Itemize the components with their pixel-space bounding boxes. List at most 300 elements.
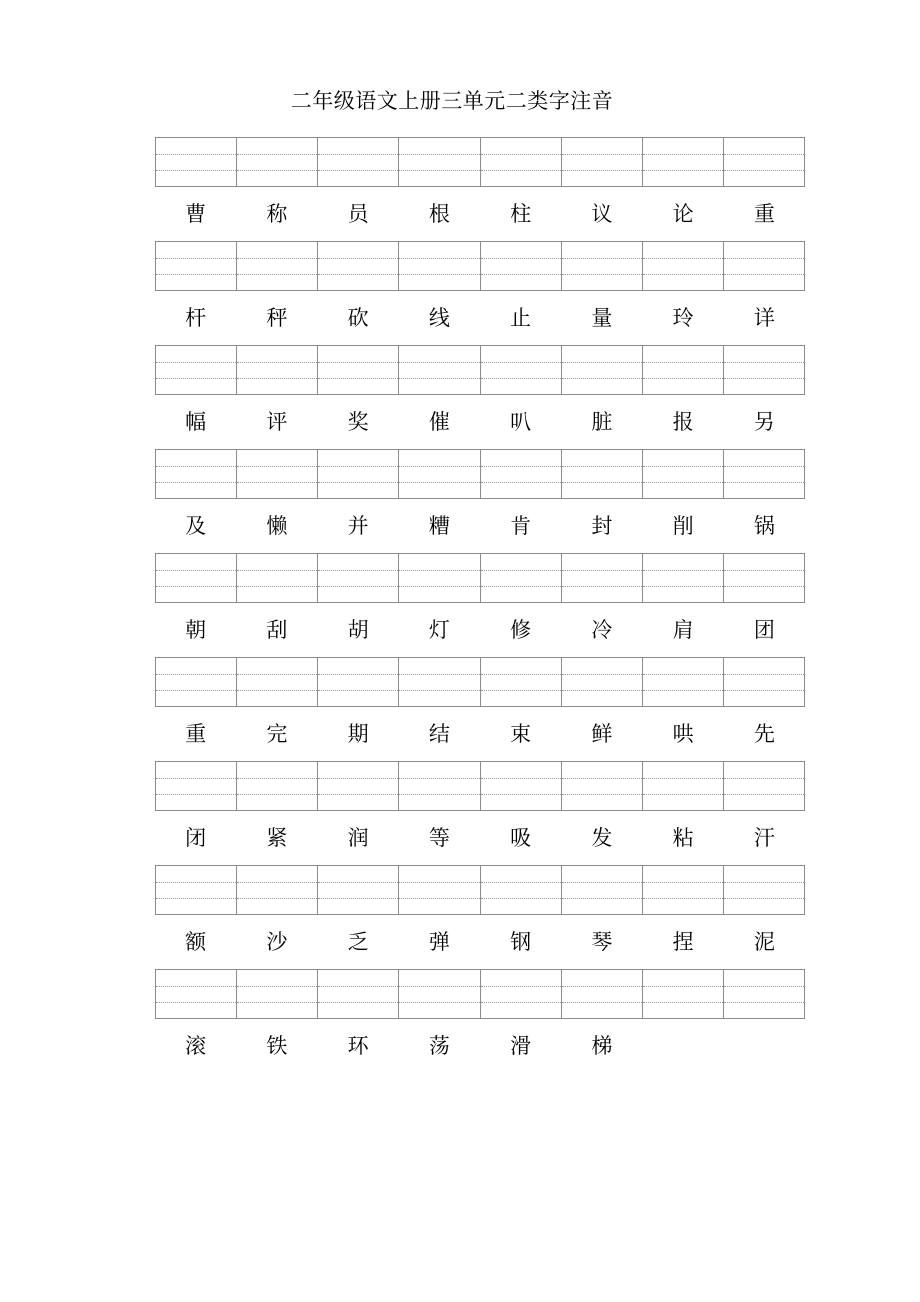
pinyin-guide-line xyxy=(724,794,804,795)
hanzi-char: 并 xyxy=(347,514,369,538)
pinyin-writing-cell[interactable] xyxy=(318,138,399,186)
pinyin-guide-line xyxy=(643,882,723,883)
hanzi-char: 量 xyxy=(591,306,613,330)
char-row xyxy=(155,811,805,865)
pinyin-writing-cell[interactable] xyxy=(318,242,399,290)
pinyin-guide-line xyxy=(643,466,723,467)
pinyin-writing-cell[interactable] xyxy=(481,450,562,498)
pinyin-writing-cell[interactable] xyxy=(724,866,804,914)
hanzi-char: 议 xyxy=(591,202,613,226)
hanzi-char: 泥 xyxy=(753,930,775,954)
pinyin-guide-line xyxy=(399,690,479,691)
hanzi-char: 朝 xyxy=(185,618,207,642)
hanzi-char: 论 xyxy=(672,202,694,226)
pinyin-guide-line xyxy=(643,482,723,483)
pinyin-guide-line xyxy=(399,778,479,779)
char-row xyxy=(155,291,805,345)
pinyin-guide-line xyxy=(399,170,479,171)
pinyin-writing-cell[interactable] xyxy=(724,242,804,290)
pinyin-guide-line xyxy=(562,586,642,587)
pinyin-writing-cell[interactable] xyxy=(562,970,643,1018)
pinyin-guide-line xyxy=(724,482,804,483)
pinyin-guide-line xyxy=(399,362,479,363)
pinyin-guide-line xyxy=(156,466,236,467)
pinyin-guide-line xyxy=(562,690,642,691)
pinyin-writing-cell[interactable] xyxy=(562,346,643,394)
pinyin-grid xyxy=(155,449,805,499)
pinyin-guide-line xyxy=(481,794,561,795)
pinyin-guide-line xyxy=(156,482,236,483)
pinyin-writing-cell[interactable] xyxy=(318,450,399,498)
pinyin-grid xyxy=(155,137,805,187)
char-block xyxy=(155,761,805,865)
pinyin-guide-line xyxy=(237,170,317,171)
pinyin-guide-line xyxy=(481,154,561,155)
pinyin-guide-line xyxy=(562,794,642,795)
hanzi-char: 团 xyxy=(753,618,775,642)
hanzi-char: 冷 xyxy=(591,618,613,642)
pinyin-guide-line xyxy=(481,986,561,987)
hanzi-char: 吸 xyxy=(510,826,532,850)
pinyin-writing-cell[interactable] xyxy=(481,866,562,914)
pinyin-guide-line xyxy=(481,170,561,171)
pinyin-writing-cell[interactable] xyxy=(724,970,804,1018)
pinyin-guide-line xyxy=(237,570,317,571)
pinyin-guide-line xyxy=(399,882,479,883)
pinyin-writing-cell[interactable] xyxy=(399,450,480,498)
pinyin-writing-cell[interactable] xyxy=(237,554,318,602)
hanzi-char: 鲜 xyxy=(591,722,613,746)
pinyin-guide-line xyxy=(318,586,398,587)
pinyin-guide-line xyxy=(562,482,642,483)
hanzi-char: 荡 xyxy=(428,1034,450,1058)
hanzi-char: 员 xyxy=(347,202,369,226)
pinyin-guide-line xyxy=(237,778,317,779)
pinyin-guide-line xyxy=(724,466,804,467)
pinyin-guide-line xyxy=(724,362,804,363)
pinyin-guide-line xyxy=(318,690,398,691)
pinyin-guide-line xyxy=(562,466,642,467)
pinyin-writing-cell[interactable] xyxy=(562,450,643,498)
pinyin-guide-line xyxy=(156,362,236,363)
pinyin-guide-line xyxy=(237,466,317,467)
hanzi-char: 线 xyxy=(428,306,450,330)
hanzi-char: 润 xyxy=(347,826,369,850)
hanzi-char: 胡 xyxy=(347,618,369,642)
hanzi-char: 肩 xyxy=(672,618,694,642)
hanzi-char: 评 xyxy=(266,410,288,434)
hanzi-char: 闭 xyxy=(185,826,207,850)
pinyin-guide-line xyxy=(156,154,236,155)
pinyin-guide-line xyxy=(481,570,561,571)
hanzi-char: 根 xyxy=(428,202,450,226)
pinyin-guide-line xyxy=(643,274,723,275)
hanzi-char: 发 xyxy=(591,826,613,850)
pinyin-guide-line xyxy=(318,898,398,899)
pinyin-writing-cell[interactable] xyxy=(643,658,724,706)
hanzi-char: 报 xyxy=(672,410,694,434)
pinyin-guide-line xyxy=(237,882,317,883)
pinyin-guide-line xyxy=(318,170,398,171)
pinyin-writing-cell[interactable] xyxy=(399,346,480,394)
pinyin-guide-line xyxy=(724,674,804,675)
pinyin-writing-cell[interactable] xyxy=(156,138,237,186)
pinyin-guide-line xyxy=(562,674,642,675)
hanzi-char: 先 xyxy=(753,722,775,746)
pinyin-writing-cell[interactable] xyxy=(156,970,237,1018)
pinyin-guide-line xyxy=(643,154,723,155)
pinyin-guide-line xyxy=(724,986,804,987)
pinyin-guide-line xyxy=(643,378,723,379)
hanzi-char: 乏 xyxy=(347,930,369,954)
char-block xyxy=(155,345,805,449)
pinyin-guide-line xyxy=(237,674,317,675)
pinyin-writing-cell[interactable] xyxy=(156,866,237,914)
pinyin-writing-cell[interactable] xyxy=(399,658,480,706)
hanzi-char: 哄 xyxy=(672,722,694,746)
pinyin-guide-line xyxy=(399,482,479,483)
pinyin-writing-cell[interactable] xyxy=(399,762,480,810)
pinyin-guide-line xyxy=(156,898,236,899)
char-row xyxy=(155,603,805,657)
pinyin-guide-line xyxy=(237,1002,317,1003)
pinyin-guide-line xyxy=(156,1002,236,1003)
pinyin-guide-line xyxy=(318,482,398,483)
pinyin-guide-line xyxy=(643,258,723,259)
hanzi-char: 锅 xyxy=(753,514,775,538)
pinyin-guide-line xyxy=(562,986,642,987)
pinyin-guide-line xyxy=(318,378,398,379)
pinyin-guide-line xyxy=(643,674,723,675)
hanzi-char: 结 xyxy=(428,722,450,746)
pinyin-guide-line xyxy=(724,258,804,259)
pinyin-writing-cell[interactable] xyxy=(156,242,237,290)
pinyin-guide-line xyxy=(562,778,642,779)
pinyin-writing-cell[interactable] xyxy=(237,138,318,186)
pinyin-writing-cell[interactable] xyxy=(399,970,480,1018)
char-row xyxy=(155,707,805,761)
pinyin-guide-line xyxy=(318,154,398,155)
hanzi-char: 汗 xyxy=(753,826,775,850)
pinyin-grid xyxy=(155,657,805,707)
pinyin-grid xyxy=(155,553,805,603)
pinyin-guide-line xyxy=(156,882,236,883)
pinyin-writing-cell[interactable] xyxy=(318,346,399,394)
pinyin-guide-line xyxy=(562,898,642,899)
hanzi-char: 滑 xyxy=(510,1034,532,1058)
pinyin-guide-line xyxy=(481,586,561,587)
pinyin-writing-cell[interactable] xyxy=(643,138,724,186)
hanzi-char: 削 xyxy=(672,514,694,538)
hanzi-char: 重 xyxy=(753,202,775,226)
hanzi-char: 灯 xyxy=(428,618,450,642)
pinyin-guide-line xyxy=(156,986,236,987)
pinyin-guide-line xyxy=(318,466,398,467)
hanzi-char: 铁 xyxy=(266,1034,288,1058)
pinyin-guide-line xyxy=(318,794,398,795)
pinyin-writing-cell[interactable] xyxy=(318,554,399,602)
pinyin-writing-cell[interactable] xyxy=(237,658,318,706)
pinyin-guide-line xyxy=(156,570,236,571)
pinyin-guide-line xyxy=(481,882,561,883)
pinyin-guide-line xyxy=(724,274,804,275)
pinyin-writing-cell[interactable] xyxy=(562,138,643,186)
char-row xyxy=(155,187,805,241)
pinyin-writing-cell[interactable] xyxy=(481,346,562,394)
pinyin-guide-line xyxy=(318,986,398,987)
pinyin-guide-line xyxy=(399,466,479,467)
pinyin-writing-cell[interactable] xyxy=(156,346,237,394)
hanzi-char: 捏 xyxy=(672,930,694,954)
pinyin-writing-cell[interactable] xyxy=(724,554,804,602)
pinyin-guide-line xyxy=(724,570,804,571)
pinyin-guide-line xyxy=(318,258,398,259)
pinyin-writing-cell[interactable] xyxy=(237,242,318,290)
pinyin-grid xyxy=(155,241,805,291)
pinyin-writing-cell[interactable] xyxy=(156,450,237,498)
pinyin-writing-cell[interactable] xyxy=(643,970,724,1018)
pinyin-writing-cell[interactable] xyxy=(724,346,804,394)
pinyin-guide-line xyxy=(318,882,398,883)
hanzi-char: 紧 xyxy=(266,826,288,850)
pinyin-guide-line xyxy=(643,586,723,587)
pinyin-grid xyxy=(155,761,805,811)
char-block xyxy=(155,137,805,241)
pinyin-guide-line xyxy=(562,1002,642,1003)
pinyin-writing-cell[interactable] xyxy=(481,970,562,1018)
pinyin-guide-line xyxy=(399,258,479,259)
hanzi-char: 修 xyxy=(510,618,532,642)
pinyin-guide-line xyxy=(399,674,479,675)
pinyin-writing-cell[interactable] xyxy=(156,762,237,810)
hanzi-char: 封 xyxy=(591,514,613,538)
pinyin-writing-cell[interactable] xyxy=(318,658,399,706)
pinyin-guide-line xyxy=(237,274,317,275)
pinyin-writing-cell[interactable] xyxy=(481,138,562,186)
pinyin-guide-line xyxy=(237,898,317,899)
pinyin-guide-line xyxy=(156,258,236,259)
pinyin-guide-line xyxy=(237,794,317,795)
pinyin-guide-line xyxy=(156,274,236,275)
hanzi-char: 催 xyxy=(428,410,450,434)
hanzi-char: 沙 xyxy=(266,930,288,954)
hanzi-char: 重 xyxy=(185,722,207,746)
pinyin-guide-line xyxy=(562,882,642,883)
pinyin-writing-cell[interactable] xyxy=(481,658,562,706)
pinyin-guide-line xyxy=(318,674,398,675)
pinyin-guide-line xyxy=(399,570,479,571)
pinyin-writing-cell[interactable] xyxy=(237,866,318,914)
page-title: 二年级语文上册三单元二类字注音 xyxy=(290,89,614,113)
pinyin-guide-line xyxy=(399,794,479,795)
pinyin-writing-cell[interactable] xyxy=(643,450,724,498)
pinyin-guide-line xyxy=(481,378,561,379)
hanzi-char: 砍 xyxy=(347,306,369,330)
pinyin-writing-cell[interactable] xyxy=(399,242,480,290)
pinyin-writing-cell[interactable] xyxy=(237,346,318,394)
pinyin-guide-line xyxy=(724,882,804,883)
pinyin-writing-cell[interactable] xyxy=(643,762,724,810)
pinyin-guide-line xyxy=(237,258,317,259)
hanzi-char: 额 xyxy=(185,930,207,954)
pinyin-writing-cell[interactable] xyxy=(724,450,804,498)
pinyin-writing-cell[interactable] xyxy=(318,762,399,810)
pinyin-writing-cell[interactable] xyxy=(318,866,399,914)
pinyin-guide-line xyxy=(643,690,723,691)
hanzi-char: 钢 xyxy=(510,930,532,954)
pinyin-writing-cell[interactable] xyxy=(562,762,643,810)
hanzi-char: 详 xyxy=(753,306,775,330)
pinyin-writing-cell[interactable] xyxy=(562,866,643,914)
pinyin-writing-cell[interactable] xyxy=(724,658,804,706)
hanzi-char: 称 xyxy=(266,202,288,226)
pinyin-guide-line xyxy=(643,898,723,899)
pinyin-guide-line xyxy=(156,170,236,171)
char-block xyxy=(155,553,805,657)
pinyin-guide-line xyxy=(318,274,398,275)
hanzi-char: 脏 xyxy=(591,410,613,434)
pinyin-writing-cell[interactable] xyxy=(156,554,237,602)
pinyin-guide-line xyxy=(399,154,479,155)
pinyin-guide-line xyxy=(481,1002,561,1003)
pinyin-guide-line xyxy=(156,778,236,779)
pinyin-writing-cell[interactable] xyxy=(399,138,480,186)
hanzi-char: 完 xyxy=(266,722,288,746)
pinyin-guide-line xyxy=(481,674,561,675)
hanzi-char: 肯 xyxy=(510,514,532,538)
hanzi-char: 曹 xyxy=(185,202,207,226)
pinyin-guide-line xyxy=(724,378,804,379)
pinyin-guide-line xyxy=(399,586,479,587)
pinyin-guide-line xyxy=(643,1002,723,1003)
pinyin-writing-cell[interactable] xyxy=(237,762,318,810)
pinyin-grid xyxy=(155,969,805,1019)
pinyin-writing-cell[interactable] xyxy=(481,762,562,810)
pinyin-guide-line xyxy=(481,466,561,467)
pinyin-guide-line xyxy=(481,482,561,483)
pinyin-writing-cell[interactable] xyxy=(237,450,318,498)
pinyin-guide-line xyxy=(156,674,236,675)
hanzi-char: 糟 xyxy=(428,514,450,538)
pinyin-guide-line xyxy=(399,1002,479,1003)
pinyin-guide-line xyxy=(562,378,642,379)
pinyin-writing-cell[interactable] xyxy=(562,554,643,602)
hanzi-char: 梯 xyxy=(591,1034,613,1058)
pinyin-guide-line xyxy=(724,690,804,691)
pinyin-guide-line xyxy=(237,690,317,691)
pinyin-guide-line xyxy=(481,274,561,275)
pinyin-guide-line xyxy=(237,586,317,587)
char-block xyxy=(155,865,805,969)
pinyin-guide-line xyxy=(481,778,561,779)
hanzi-char: 懒 xyxy=(266,514,288,538)
hanzi-char: 及 xyxy=(185,514,207,538)
pinyin-writing-cell[interactable] xyxy=(481,242,562,290)
char-block xyxy=(155,657,805,761)
pinyin-writing-cell[interactable] xyxy=(399,554,480,602)
pinyin-guide-line xyxy=(399,986,479,987)
char-row xyxy=(155,915,805,969)
pinyin-guide-line xyxy=(318,362,398,363)
hanzi-char: 等 xyxy=(428,826,450,850)
char-block xyxy=(155,969,805,1073)
pinyin-guide-line xyxy=(156,690,236,691)
pinyin-writing-cell[interactable] xyxy=(399,866,480,914)
hanzi-char: 滚 xyxy=(185,1034,207,1058)
char-row xyxy=(155,395,805,449)
hanzi-char: 弹 xyxy=(428,930,450,954)
pinyin-guide-line xyxy=(724,170,804,171)
pinyin-writing-cell[interactable] xyxy=(237,970,318,1018)
pinyin-guide-line xyxy=(156,586,236,587)
hanzi-char: 奖 xyxy=(347,410,369,434)
hanzi-char: 环 xyxy=(347,1034,369,1058)
pinyin-writing-cell[interactable] xyxy=(318,970,399,1018)
pinyin-guide-line xyxy=(643,362,723,363)
pinyin-writing-cell[interactable] xyxy=(643,346,724,394)
pinyin-guide-line xyxy=(481,362,561,363)
pinyin-writing-cell[interactable] xyxy=(643,866,724,914)
pinyin-guide-line xyxy=(562,258,642,259)
hanzi-char: 幅 xyxy=(185,410,207,434)
char-block xyxy=(155,449,805,553)
pinyin-guide-line xyxy=(643,570,723,571)
pinyin-guide-line xyxy=(399,898,479,899)
pinyin-guide-line xyxy=(643,794,723,795)
pinyin-guide-line xyxy=(481,690,561,691)
hanzi-char: 柱 xyxy=(510,202,532,226)
char-block xyxy=(155,241,805,345)
pinyin-guide-line xyxy=(562,362,642,363)
pinyin-writing-cell[interactable] xyxy=(562,658,643,706)
pinyin-guide-line xyxy=(643,986,723,987)
pinyin-guide-line xyxy=(562,570,642,571)
pinyin-grid xyxy=(155,345,805,395)
char-row xyxy=(155,499,805,553)
pinyin-grid xyxy=(155,865,805,915)
hanzi-char: 秤 xyxy=(266,306,288,330)
hanzi-char: 另 xyxy=(753,410,775,434)
pinyin-guide-line xyxy=(399,274,479,275)
pinyin-guide-line xyxy=(481,258,561,259)
pinyin-writing-cell[interactable] xyxy=(562,242,643,290)
pinyin-guide-line xyxy=(724,586,804,587)
pinyin-guide-line xyxy=(724,1002,804,1003)
pinyin-writing-cell[interactable] xyxy=(643,242,724,290)
pinyin-writing-cell[interactable] xyxy=(724,762,804,810)
pinyin-guide-line xyxy=(724,154,804,155)
pinyin-guide-line xyxy=(156,378,236,379)
pinyin-guide-line xyxy=(562,170,642,171)
pinyin-guide-line xyxy=(237,986,317,987)
pinyin-writing-cell[interactable] xyxy=(643,554,724,602)
pinyin-guide-line xyxy=(237,154,317,155)
pinyin-guide-line xyxy=(724,778,804,779)
hanzi-char: 玲 xyxy=(672,306,694,330)
hanzi-char: 杆 xyxy=(185,306,207,330)
hanzi-char: 叭 xyxy=(510,410,532,434)
pinyin-guide-line xyxy=(237,362,317,363)
pinyin-guide-line xyxy=(724,898,804,899)
pinyin-writing-cell[interactable] xyxy=(481,554,562,602)
pinyin-writing-cell[interactable] xyxy=(724,138,804,186)
pinyin-guide-line xyxy=(399,378,479,379)
hanzi-char: 期 xyxy=(347,722,369,746)
char-row xyxy=(155,1019,805,1073)
pinyin-guide-line xyxy=(562,274,642,275)
pinyin-writing-cell[interactable] xyxy=(156,658,237,706)
hanzi-char: 止 xyxy=(510,306,532,330)
